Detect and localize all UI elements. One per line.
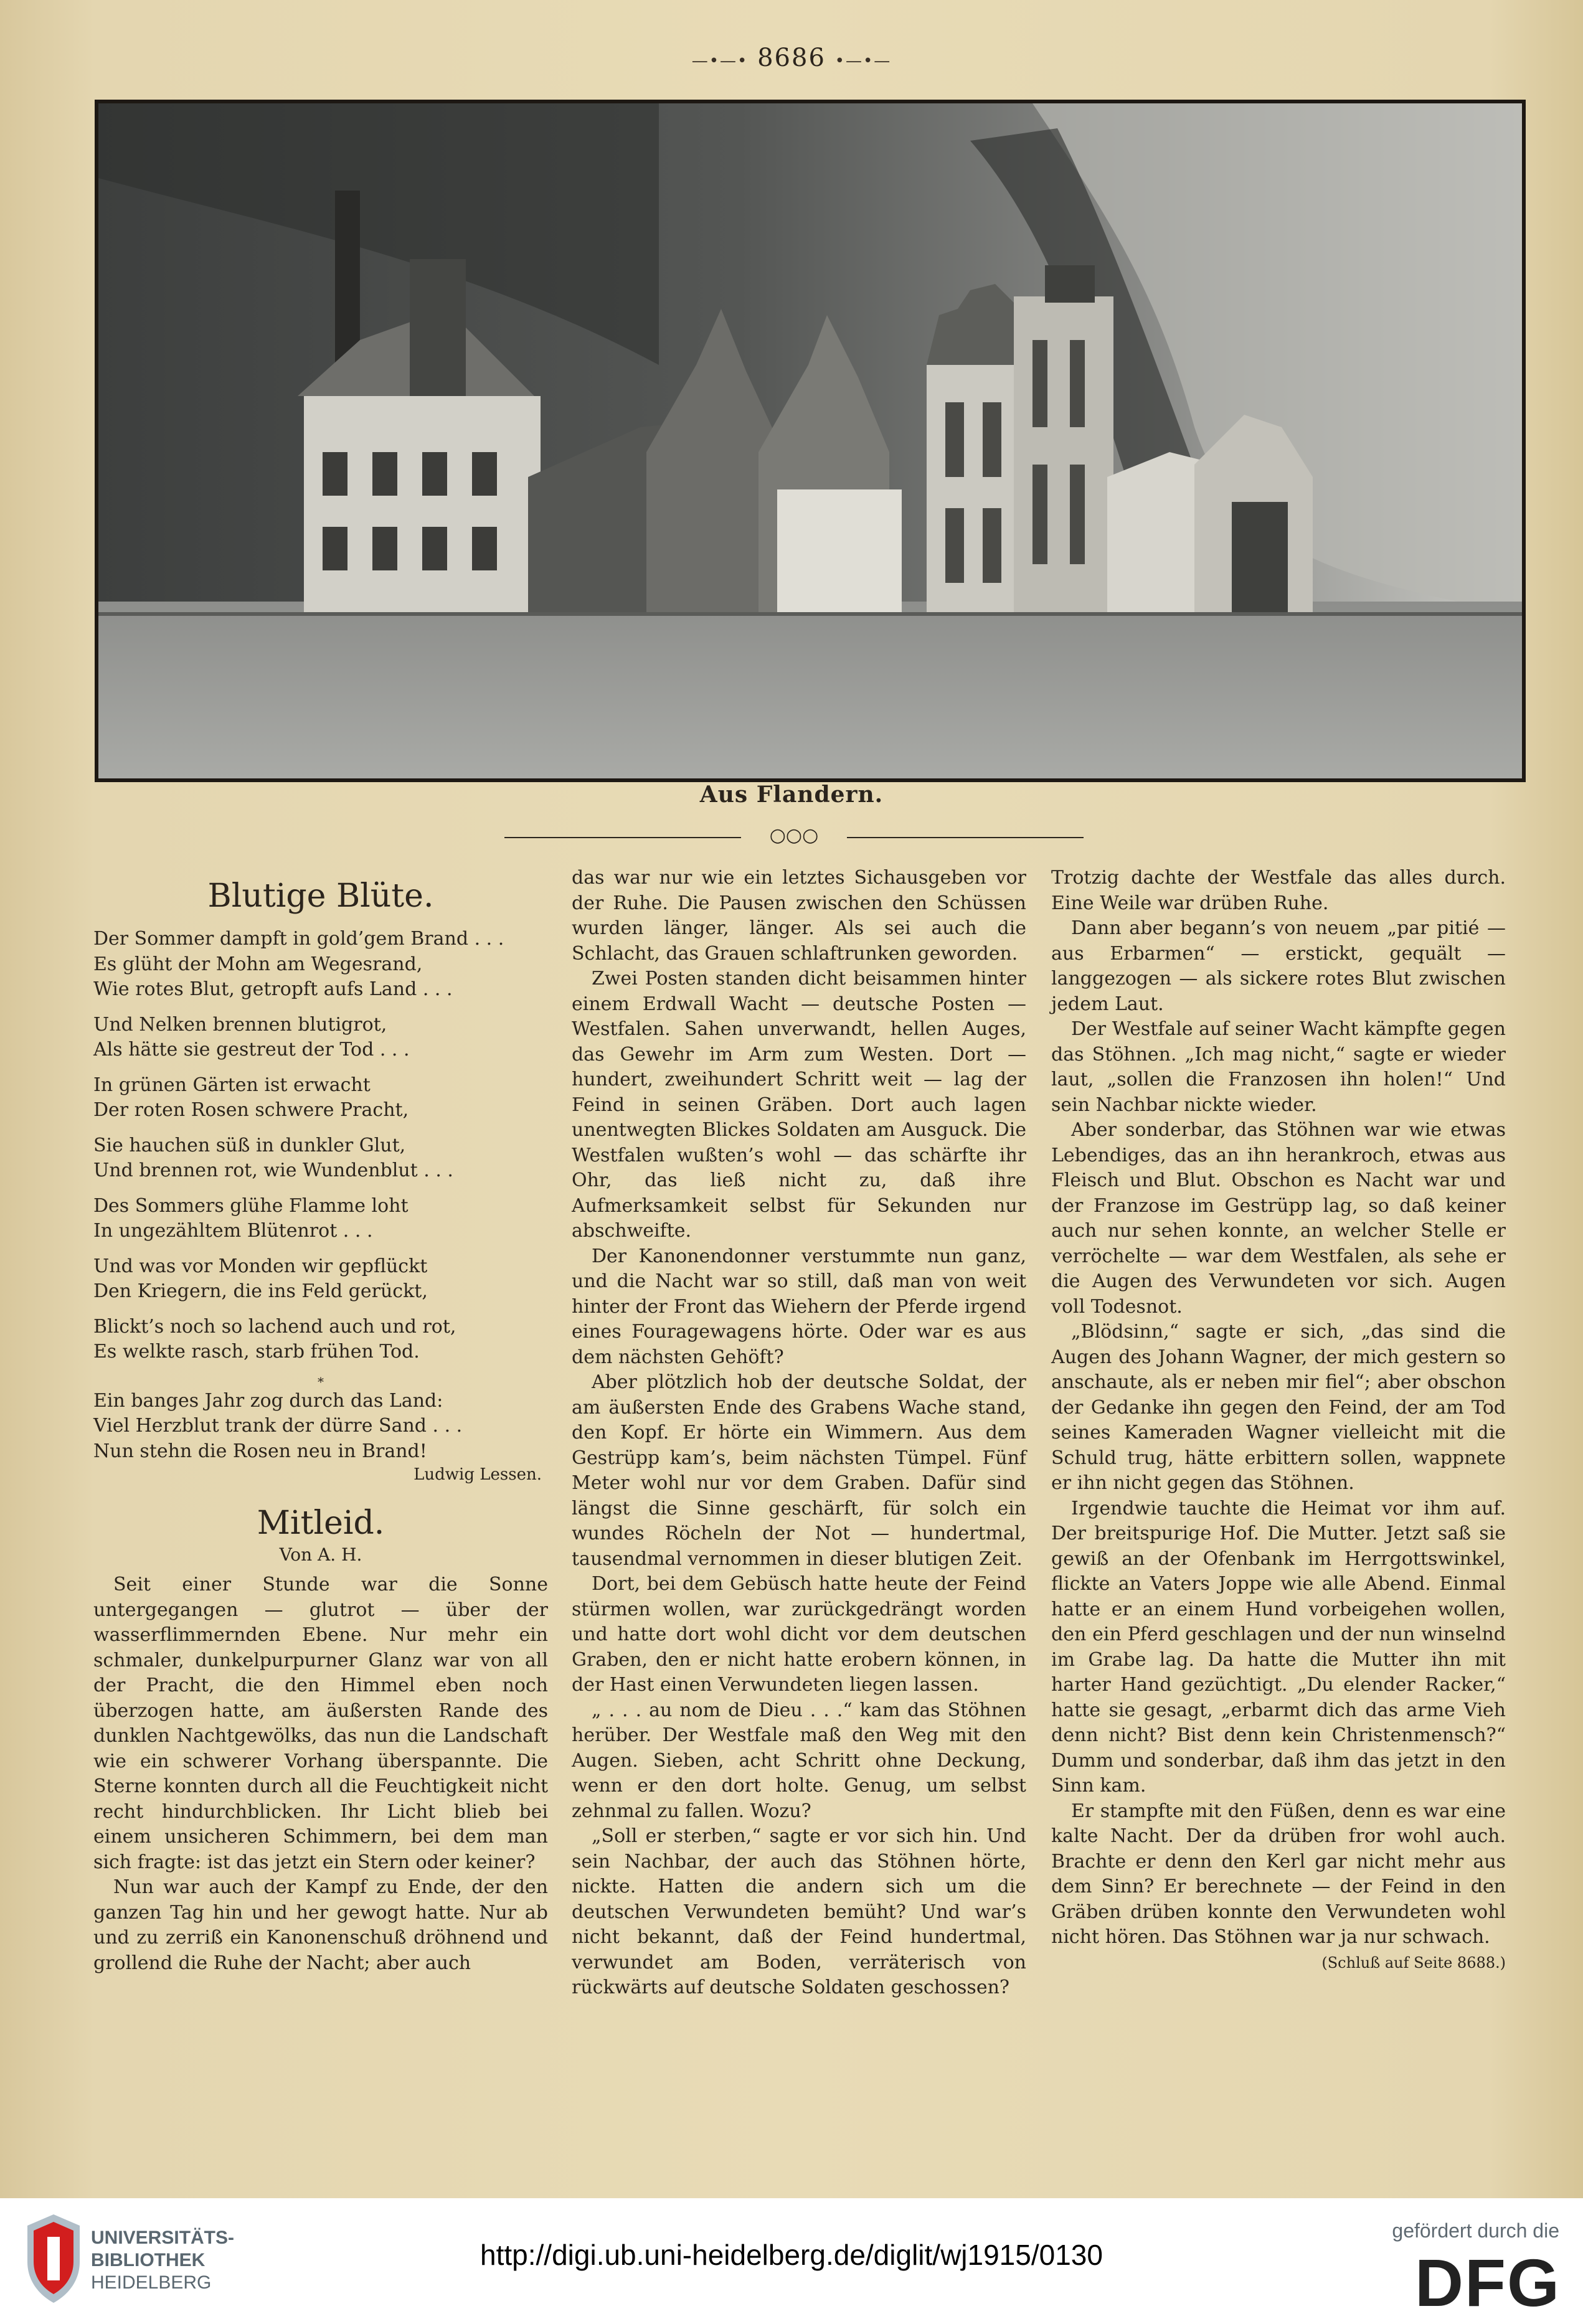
poem-stanza	[93, 1133, 548, 1184]
poem-stanza	[93, 927, 548, 1003]
story-paragraph: Seit einer Stunde war die Sonne untergegangen — glutrot — über der wasserflimmernden Ebene. Nur mehr ein schmaler, dunkelpurpurner Glanz war von all der Pracht, die den Himmel eben noch überzogen hatte, am äußersten Rande des dunklen Nachtgewölks, das nun die Landschaft wie ein schwerer Vorhang überspannte. Die Sterne konnten durch all die Feuchtigkeit nicht recht hindurchblicken. Ihr Licht blieb bei einem unsicheren Schimmern, bei dem man sich fragte: ist das jetzt ein Stern oder keiner?	[93, 1574, 548, 1873]
story-paragraph: Nun war auch der Kampf zu Ende, der den ganzen Tag hin und her gewogt hatte. Nur ab und zu zerriß ein Kanonenschuß dröhnend und grollend die Ruhe der Nacht; aber auch	[93, 1876, 548, 1974]
dfg-logo[interactable]: DFG	[1415, 2245, 1561, 2320]
story-paragraph: Er stampfte mit den Füßen, denn es war eine kalte Nacht. Der da drüben fror wohl auch. Brachte er denn den Kerl gar nicht mehr aus dem Sinn? Er berechnete — der Feind in den Gräben drüben konnte den Verwundeten wohl nicht hören. Das Stöhnen war ja nur schwach.	[1051, 1800, 1506, 1948]
story-title: Mitleid.	[257, 1504, 385, 1542]
poem-line: Ein banges Jahr zog durch das Land:	[93, 1389, 443, 1412]
poem-line: Der Sommer dampft in gold’gem Brand . . .	[93, 928, 504, 950]
story-paragraph: Dann aber begann’s von neuem „par pitié — aus Erbarmen“ — erstickt, gequält — langgezogen — als sickere rotes Blut zwischen jedem Laut.	[1051, 917, 1506, 1015]
poem-title: Blutige Blüte.	[207, 877, 434, 915]
section-divider	[504, 824, 1084, 847]
story-paragraph: Zwei Posten standen dicht beisammen hinter einem Erdwall Wacht — deutsche Posten — Westfalen. Sahen unverwandt, hellen Auges, das Gewehr im Arm zum Westen. Dort — hundert, zweihundert Schritt weit — lag der Feind in seinen Gräben. Dort auch lagen unentwegten Blickes Soldaten am Ausguck. Die Westfalen wußten’s wohl — das schärfte ihr Ohr, das ließ nicht zu, daß ihre Aufmerksamkeit selbst für Sekunden nur abschweifte.	[572, 968, 1026, 1242]
viewer-footer	[0, 2198, 1583, 2324]
illustration-drawing	[98, 103, 1522, 778]
poem-stanza	[93, 1254, 548, 1305]
ornament-right: •—•—	[834, 52, 892, 70]
poem-line: Der roten Rosen schwere Pracht,	[93, 1099, 409, 1121]
story-paragraph: Dort, bei dem Gebüsch hatte heute der Feind stürmen wollen, war zurückgedrängt worden und hatte dort wohl dicht vor dem deutschen Graben, den er nicht hatte erobern können, in der Hast einen Verwundeten liegen lassen.	[572, 1573, 1026, 1696]
poem-line: Den Kriegern, die ins Feld gerückt,	[93, 1280, 428, 1302]
poem-stanza	[93, 1073, 548, 1123]
ornament-left: —•—•	[691, 52, 749, 70]
poem-line: Des Sommers glühe Flamme loht	[93, 1194, 409, 1217]
poem-line: Und brennen rot, wie Wundenblut . . .	[93, 1160, 453, 1181]
column-3	[1051, 866, 1506, 1975]
page-number-text: 8686	[757, 44, 826, 72]
illustration-caption: Aus Flandern.	[699, 782, 884, 808]
divider-rule-right	[847, 837, 1084, 838]
poem-line: Und was vor Monden wir gepflückt	[93, 1255, 428, 1277]
story-paragraph: Der Kanonendonner verstummte nun ganz, und die Nacht war so still, daß man von weit hinter der Front das Wiehern der Pferde irgend eines Fouragewagens hörte. Oder war es aus dem nächsten Gehöft?	[572, 1245, 1026, 1368]
poem-line: Es glüht der Mohn am Wegesrand,	[93, 953, 423, 975]
story-byline: Von A. H.	[279, 1544, 362, 1565]
permalink-url[interactable]: http://digi.ub.uni-heidelberg.de/diglit/wj1915/0130	[480, 2239, 1103, 2271]
poem-final-stanza	[93, 1389, 548, 1465]
poem-line: In grünen Gärten ist erwacht	[93, 1074, 371, 1096]
poem-stanza	[93, 1013, 548, 1063]
poem-line: Sie hauchen süß in dunkler Glut,	[93, 1134, 406, 1156]
poem-author: Ludwig Lessen.	[413, 1465, 542, 1484]
poem-line: Als hätte sie gestreut der Tod . . .	[93, 1039, 410, 1060]
poem-line: Es welkte rasch, starb frühen Tod.	[93, 1341, 420, 1363]
poem-stanza	[93, 1194, 548, 1244]
page-number	[0, 44, 1583, 72]
story-paragraph: Irgendwie tauchte die Heimat vor ihm auf. Der breitspurige Hof. Die Mutter. Jetzt saß sie gewiß an der Ofenbank im Herrgottswinkel, flickte an Vaters Joppe wie alle Abend. Einmal hatte er an einem Hund vorbeigehen wollen, den ein Pferd geschlagen und der nun winselnd im Grabe lag. Da hatte die Mutter ihn mit harter Hand gezüchtigt. „Du elender Racker,“ hatte sie gesagt, „erbarmt dich das arme Vieh denn nicht? Bist denn kein Christenmensch?“ Dumm und sonderbar, daß ihm das jetzt in den Sinn kam.	[1051, 1497, 1506, 1797]
institution-line: HEIDELBERG	[91, 2272, 212, 2293]
continuation-note: (Schluß auf Seite 8688.)	[1321, 1953, 1506, 1972]
story-paragraph: Aber sonderbar, das Stöhnen war wie etwas Lebendiges, das an ihn herankroch, etwas aus Fleisch und Blut. Obschon es Nacht war und der Franzose im Gestrüpp lag, so daß keiner auch nur sehen konnte, an welcher Stelle er verröchelte — war dem Westfalen, als sehe er die Augen des Verwundeten vor sich. Augen voll Todesnot.	[1051, 1119, 1506, 1318]
story-paragraph: Aber plötzlich hob der deutsche Soldat, der am äußersten Ende des Grabens Wache stand, den Kopf. Er hörte ein Wimmern. Aus dem Gestrüpp kam’s, beim nächsten Tümpel. Fünf Meter wohl nur vor dem Graben. Dafür sind längst die Sinne geschärft, für solch ein wundes Röcheln der Not — hundertmal, tausendmal vernommen in dieser blutigen Zeit.	[572, 1371, 1026, 1570]
poem-line: Viel Herzblut trank der dürre Sand . . .	[93, 1415, 463, 1437]
column-2	[572, 866, 1026, 2001]
illustration-burning-town	[95, 100, 1526, 782]
story-paragraph: „Soll er sterben,“ sagte er vor sich hin. Und sein Nachbar, der auch das Stöhnen hörte, nickte. Hatten die andern sich um die deutschen Verwundeten bemüht? Und war’s nicht bekannt, daß der Feind hundertmal, verwundet am Boden, verräterisch von rückwärts auf deutsche Soldaten geschossen?	[572, 1825, 1026, 1998]
column-1	[93, 866, 548, 1976]
poem-separator: *	[318, 1374, 324, 1389]
story-paragraph: Der Westfale auf seiner Wacht kämpfte gegen das Stöhnen. „Ich mag nicht,“ sagte er wieder laut, „sollen die Franzosen ihn holen!“ Und sein Nachbar nickte wieder.	[1051, 1018, 1506, 1116]
story-paragraph: „ . . . au nom de Dieu . . .“ kam das Stöhnen herüber. Der Westfale maß den Weg mit den Augen. Sieben, acht Schritt ohne Deckung, wenn er den dort holte. Genug, um selbst zehnmal zu fallen. Wozu?	[572, 1699, 1026, 1822]
poem-line: Blickt’s noch so lachend auch und rot,	[93, 1315, 456, 1338]
institution-line: BIBLIOTHEK	[91, 2250, 206, 2270]
funding-note: gefördert durch die	[1392, 2219, 1559, 2242]
poem-stanza	[93, 1315, 548, 1365]
institution-line: UNIVERSITÄTS-	[91, 2227, 235, 2248]
poem-line: In ungezähltem Blütenrot . . .	[93, 1220, 373, 1242]
poem-line: Und Nelken brennen blutigrot,	[93, 1013, 387, 1036]
story-paragraph: Trotzig dachte der Westfale das alles durch. Eine Weile war drüben Ruhe.	[1051, 867, 1506, 914]
story-paragraph: das war nur wie ein letztes Sichausgeben vor der Ruhe. Die Pausen zwischen den Schüssen wurden länger, länger. Als sei auch die Schlacht, das Grauen schlaftrunken geworden.	[572, 867, 1026, 965]
divider-ornament: ○○○	[769, 824, 819, 846]
story-paragraph: „Blödsinn,“ sagte er sich, „das sind die Augen des Johann Wagner, der mich gestern so anschaute, als er neben mir fiel“; aber obschon der Gedanke ihn gegen den Feind, der am Tod seines Kameraden Wagner vielleicht mit die Schuld trug, hätte erbittern sollen, wappnete er ihn nicht gegen das Stöhnen.	[1051, 1321, 1506, 1494]
poem-line: Wie rotes Blut, getropft aufs Land . . .	[93, 978, 453, 1000]
poem-line: Nun stehn die Rosen neu in Brand!	[93, 1440, 427, 1462]
